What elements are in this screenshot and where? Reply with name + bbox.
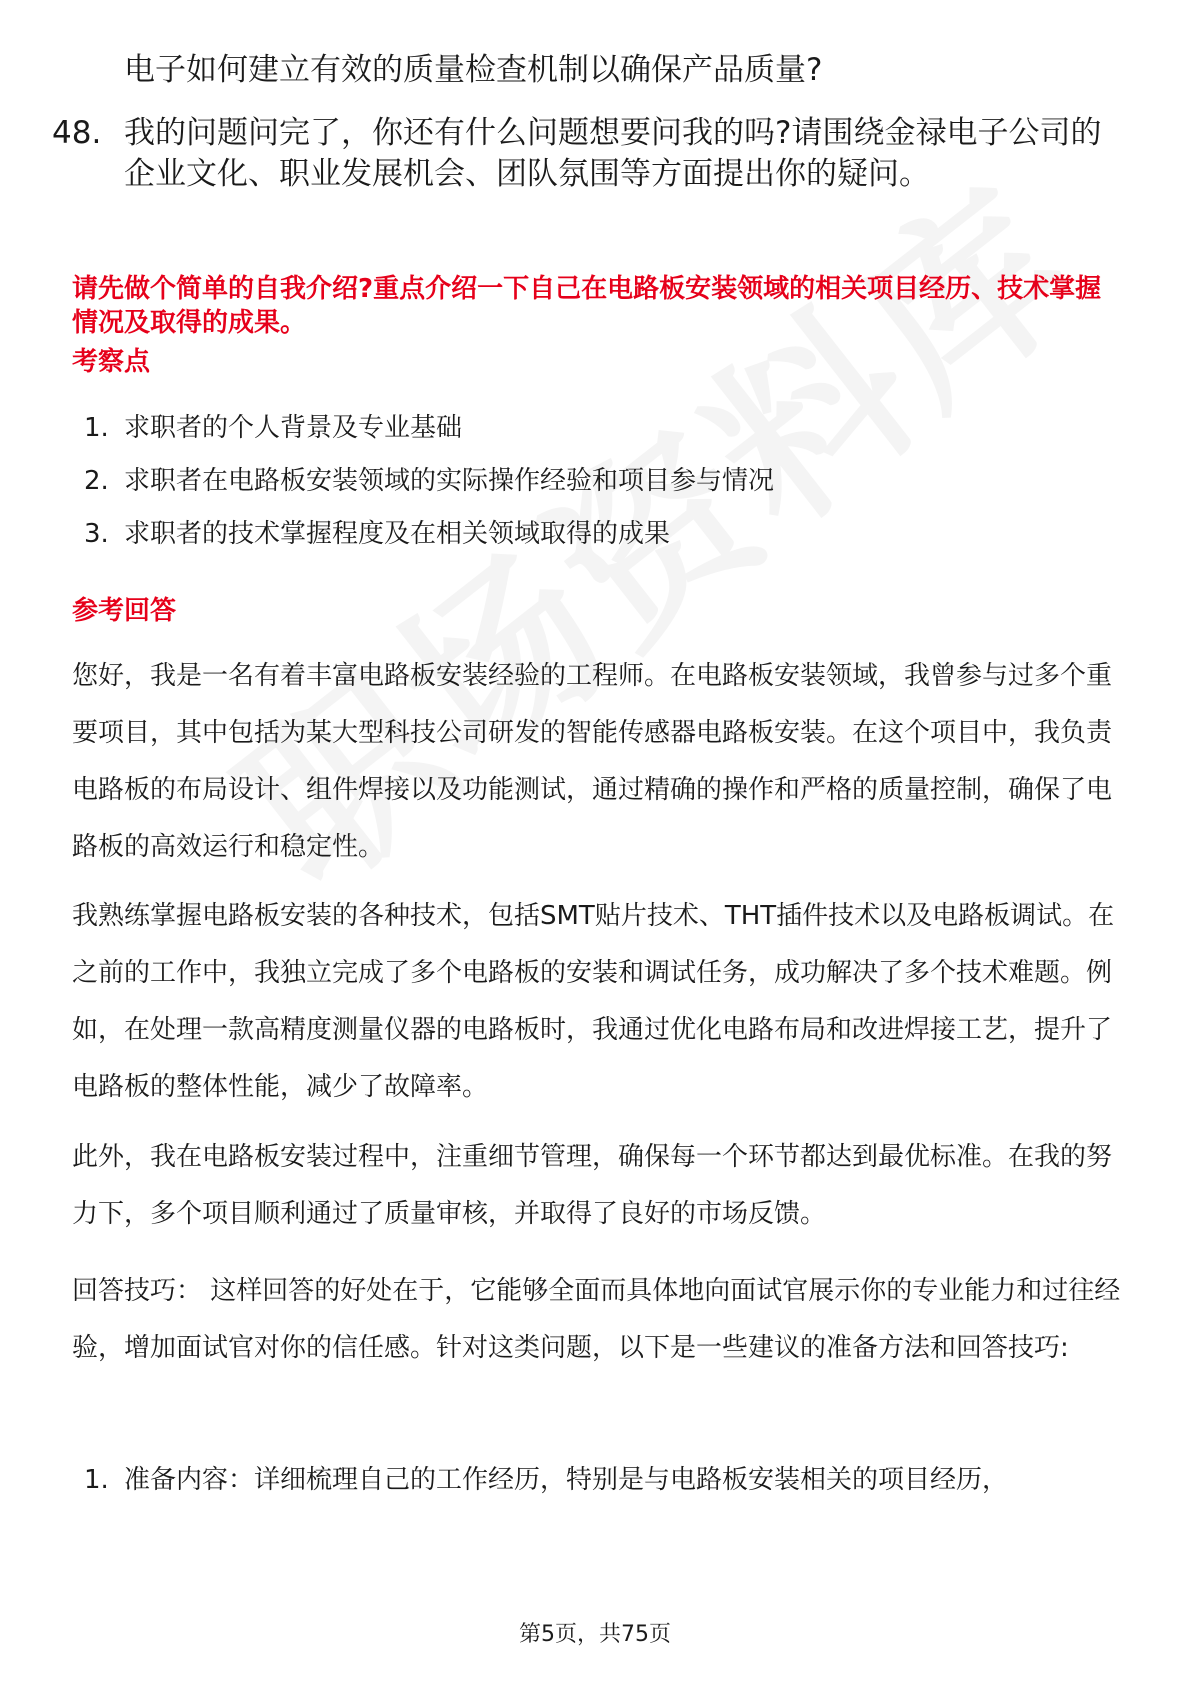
answer-paragraph: 此外，我在电路板安装过程中，注重细节管理，确保每一个环节都达到最优标准。在我的努力下，多个项目顺利通过了质量审核，并取得了良好的市场反馈。 [72, 1142, 1113, 1229]
highlight-question: 请先做个简单的自我介绍?重点介绍一下自己在电路板安装领域的相关项目经历、技术掌握情况及取得的成果。 [72, 274, 1102, 338]
page-footer: 第5页，共75页 [519, 1622, 671, 1647]
list-item-number: 3. [84, 519, 109, 549]
list-item-number: 2. [84, 466, 109, 496]
examine-heading: 考察点 [72, 347, 151, 377]
list-item-text: 求职者在电路板安装领域的实际操作经验和项目参与情况 [124, 466, 775, 496]
answer-paragraph: 我熟练掌握电路板安装的各种技术，包括SMT贴片技术、THT插件技术以及电路板调试。在之前的工作中，我独立完成了多个电路板的安装和调试任务，成功解决了多个技术难题。例如，在处理一款高精度测量仪器的电路板时，我通过优化电路布局和改进焊接工艺，提升了电路板的整体性能，减少了故障率。 [72, 901, 1115, 1102]
list-item-number: 1. [84, 413, 109, 443]
list-item-text: 求职者的技术掌握程度及在相关领域取得的成果 [124, 519, 671, 549]
question-number: 48. [52, 115, 102, 151]
list-item [84, 410, 462, 446]
list-item-text: 求职者的个人背景及专业基础 [124, 413, 463, 443]
question-text: 我的问题问完了，你还有什么问题想要问我的吗?请围绕金禄电子公司的企业文化、职业发展机会、团队氛围等方面提出你的疑问。 [124, 115, 1102, 192]
question-continued: 电子如何建立有效的质量检查机制以确保产品质量? [124, 52, 823, 88]
list-item [84, 1462, 1008, 1498]
list-item [84, 463, 774, 499]
list-item-number: 1. [84, 1465, 109, 1495]
answer-tips-paragraph: 回答技巧： 这样回答的好处在于，它能够全面而具体地向面试官展示你的专业能力和过往经验，增加面试官对你的信任感。针对这类问题，以下是一些建议的准备方法和回答技巧: [72, 1276, 1121, 1363]
list-item-text: 准备内容：详细梳理自己的工作经历，特别是与电路板安装相关的项目经历， [124, 1465, 1009, 1495]
answer-heading: 参考回答 [72, 596, 177, 626]
answer-paragraph: 您好，我是一名有着丰富电路板安装经验的工程师。在电路板安装领域，我曾参与过多个重要项目，其中包括为某大型科技公司研发的智能传感器电路板安装。在这个项目中，我负责电路板的布局设计、组件焊接以及功能测试，通过精确的操作和严格的质量控制，确保了电路板的高效运行和稳定性。 [72, 661, 1113, 862]
list-item [84, 516, 670, 552]
